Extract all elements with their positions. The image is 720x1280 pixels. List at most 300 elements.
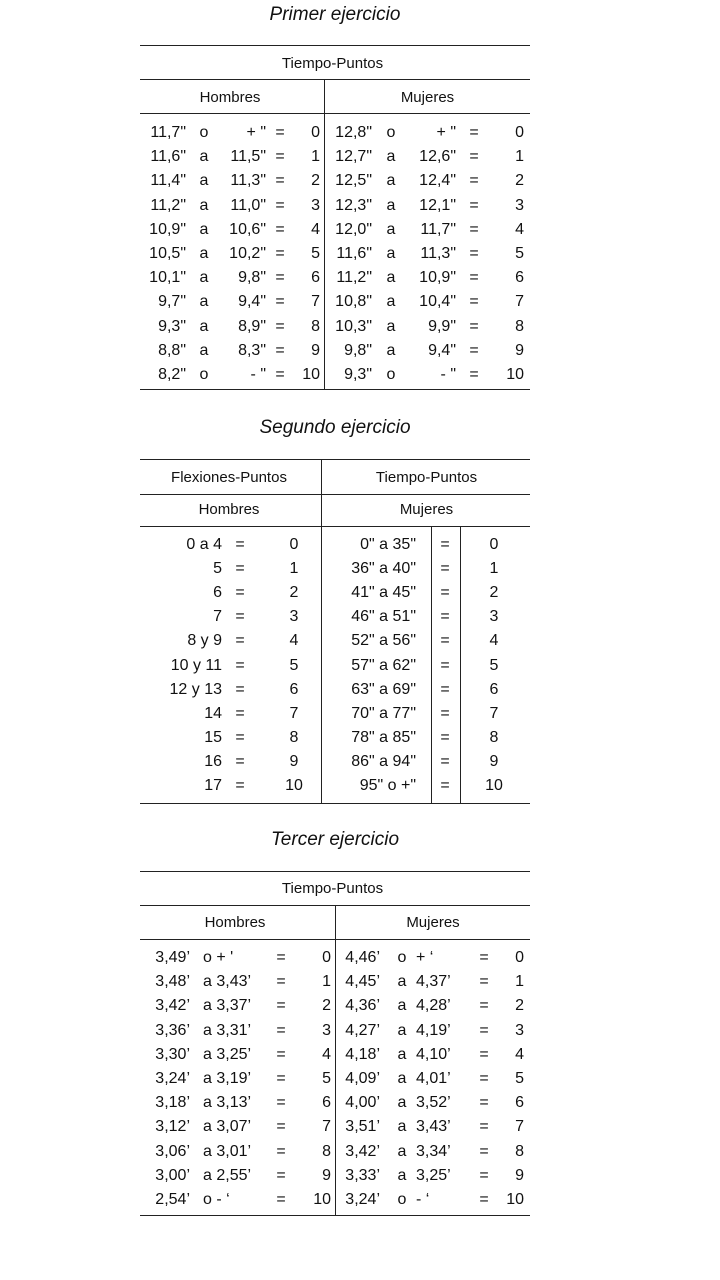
table-cell: =: [275, 220, 285, 238]
table-cell: 0: [322, 949, 331, 966]
table-cell: 2: [515, 997, 524, 1015]
table-cell: + ‘: [416, 949, 434, 966]
table-cell: =: [235, 632, 245, 650]
table-cell: 8,2": [158, 366, 186, 383]
table-cell: 70" a 77": [351, 704, 416, 722]
section2-title: Segundo ejercicio: [259, 417, 411, 438]
table-cell: 8,9": [238, 317, 266, 335]
column-divider: [431, 526, 432, 803]
table-cell: 2: [489, 584, 499, 602]
table-cell: 8: [289, 728, 299, 746]
table-cell: a: [386, 269, 396, 287]
table-cell: =: [276, 1166, 286, 1184]
table-cell: a: [397, 1045, 407, 1063]
table-cell: 11,7": [150, 124, 186, 141]
table-cell: 3,30’: [155, 1045, 190, 1063]
table-cell: 3: [311, 196, 320, 214]
table-cell: =: [469, 220, 479, 238]
group-header: Tiempo-Puntos: [281, 880, 384, 897]
table-cell: =: [276, 1021, 286, 1039]
table-cell: =: [275, 293, 285, 311]
table-cell: 3,36’: [155, 1021, 190, 1039]
table-cell: 2: [311, 172, 320, 190]
table-cell: 78" a 85": [351, 728, 416, 746]
table-cell: =: [275, 269, 285, 287]
table-cell: =: [235, 608, 245, 626]
table-cell: 8: [515, 317, 524, 335]
table-cell: o: [397, 1191, 407, 1208]
table-cell: =: [440, 584, 450, 602]
table-cell: =: [479, 1118, 489, 1136]
table-cell: =: [440, 728, 450, 746]
table-cell: 7: [311, 293, 320, 311]
table-cell: a: [199, 293, 209, 311]
table-cell: 9: [289, 752, 299, 770]
table-cell: 11,6": [150, 148, 186, 166]
table-cell: 9,4": [428, 341, 456, 359]
table-cell: 12,6": [419, 148, 456, 166]
table-cell: 1: [311, 148, 320, 166]
table-cell: =: [469, 245, 479, 262]
section2-table: [140, 459, 530, 809]
table-cell: 4,28’: [416, 997, 451, 1015]
section3-title: Tercer ejercicio: [270, 829, 400, 850]
table-cell: a 3,01’: [203, 1142, 252, 1160]
table-cell: =: [469, 124, 479, 141]
table-cell: 3,24’: [155, 1070, 190, 1087]
table-cell: =: [235, 680, 245, 698]
table-cell: o: [386, 124, 396, 141]
table-cell: =: [275, 148, 285, 166]
table-cell: =: [469, 196, 479, 214]
table-cell: 5: [311, 245, 320, 262]
table-cell: 5: [489, 656, 499, 674]
table-cell: =: [469, 293, 479, 311]
group-header: Tiempo-Puntos: [281, 55, 384, 72]
table-cell: =: [440, 632, 450, 650]
table-cell: 41" a 45": [351, 584, 416, 602]
table-cell: 6: [213, 584, 222, 602]
table-cell: a: [199, 196, 209, 214]
table-cell: a: [199, 245, 209, 262]
table-cell: 8: [515, 1142, 524, 1160]
table-cell: 11,7": [420, 220, 456, 238]
table-cell: =: [275, 245, 285, 262]
table-cell: 3,18’: [155, 1094, 190, 1112]
table-cell: 3,48’: [155, 973, 190, 991]
table-cell: =: [275, 341, 285, 359]
table-rule: [140, 494, 530, 495]
table-rule: [140, 45, 530, 46]
table-cell: 3,24’: [345, 1191, 380, 1208]
table-cell: 9,4": [238, 293, 266, 311]
table-cell: 9,7": [158, 293, 186, 311]
table-cell: =: [479, 1021, 489, 1039]
table-cell: - ": [250, 366, 266, 383]
table-rule: [140, 389, 530, 390]
table-cell: 3,42’: [345, 1142, 380, 1160]
table-cell: 7: [489, 704, 499, 722]
table-cell: =: [440, 560, 450, 578]
table-cell: =: [469, 172, 479, 190]
table-cell: =: [440, 608, 450, 626]
table-cell: a: [386, 148, 396, 166]
table-cell: 10,6": [229, 220, 266, 238]
table-cell: 3,25’: [416, 1166, 451, 1184]
table-cell: =: [440, 656, 450, 674]
table-cell: 1: [322, 973, 331, 991]
table-cell: 11,5": [230, 148, 266, 166]
table-cell: 3: [489, 608, 499, 626]
table-cell: =: [276, 1118, 286, 1136]
table-cell: 3,51’: [345, 1118, 380, 1136]
table-cell: =: [235, 777, 245, 794]
table-cell: 0 a 4: [186, 536, 222, 553]
table-cell: 12,0": [335, 220, 372, 238]
table-cell: 11,2": [336, 269, 372, 287]
table-cell: 8,8": [158, 341, 186, 359]
table-cell: 4,36’: [345, 997, 380, 1015]
table-cell: 10,5": [149, 245, 186, 262]
table-cell: a: [397, 1021, 407, 1039]
table-cell: a: [199, 220, 209, 238]
table-cell: a 3,31’: [203, 1021, 252, 1039]
table-cell: =: [276, 949, 286, 966]
table-cell: a: [199, 148, 209, 166]
table-cell: a: [397, 1094, 407, 1112]
table-cell: 2: [322, 997, 331, 1015]
table-cell: =: [440, 536, 450, 553]
table-cell: =: [276, 973, 286, 991]
table-cell: 8: [489, 728, 499, 746]
table-cell: 9: [311, 341, 320, 359]
table-cell: 0: [515, 949, 524, 966]
table-cell: 9,3": [158, 317, 186, 335]
table-cell: a 3,13’: [203, 1094, 252, 1112]
table-cell: a: [397, 1118, 407, 1136]
hombres-header: Hombres: [204, 914, 266, 931]
table-cell: 6: [311, 269, 320, 287]
table-cell: 95" o +": [359, 777, 416, 794]
table-cell: 4: [322, 1045, 331, 1063]
table-cell: 86" a 94": [351, 752, 416, 770]
table-cell: 2,54’: [155, 1191, 190, 1208]
table-cell: 4,00’: [345, 1094, 380, 1112]
table-cell: =: [469, 317, 479, 335]
table-cell: 9: [515, 1166, 524, 1184]
table-cell: =: [276, 1191, 286, 1208]
table-cell: 10,9": [149, 220, 186, 238]
table-cell: 4: [311, 220, 320, 238]
table-cell: a: [397, 1070, 407, 1087]
column-divider: [460, 526, 461, 803]
table-cell: 4: [515, 1045, 524, 1063]
table-cell: =: [275, 172, 285, 190]
table-cell: =: [235, 536, 245, 553]
table-cell: 9: [489, 752, 499, 770]
table-rule: [140, 1215, 530, 1216]
table-cell: 11,4": [150, 172, 186, 190]
column-divider: [335, 905, 336, 1215]
table-cell: 11,2": [150, 196, 186, 214]
hombres-header: Hombres: [199, 89, 261, 106]
mujeres-header: Mujeres: [399, 501, 454, 518]
table-cell: 4: [489, 632, 499, 650]
table-cell: 0: [515, 124, 524, 141]
table-cell: o - ‘: [203, 1191, 230, 1208]
right-group-header: Tiempo-Puntos: [375, 469, 478, 486]
table-cell: =: [440, 680, 450, 698]
table-cell: a 3,25’: [203, 1045, 252, 1063]
table-cell: 7: [515, 293, 524, 311]
table-cell: 10,3": [335, 317, 372, 335]
table-cell: 4,18’: [345, 1045, 380, 1063]
table-cell: 3,52’: [416, 1094, 451, 1112]
table-cell: =: [469, 366, 479, 383]
table-cell: a: [199, 269, 209, 287]
table-cell: 4,45’: [345, 973, 380, 991]
table-cell: 5: [515, 245, 524, 262]
table-cell: 7: [322, 1118, 331, 1136]
table-cell: =: [479, 1070, 489, 1087]
table-cell: 10,8": [335, 293, 372, 311]
table-cell: 16: [204, 752, 222, 770]
table-cell: 17: [204, 777, 222, 794]
table-cell: 10: [285, 777, 303, 794]
table-cell: 11,6": [336, 245, 372, 262]
table-cell: 3,06’: [155, 1142, 190, 1160]
table-cell: =: [276, 1142, 286, 1160]
table-cell: 10 y 11: [170, 656, 222, 674]
table-cell: =: [235, 560, 245, 578]
table-cell: 10: [506, 366, 524, 383]
table-cell: 10: [506, 1191, 524, 1208]
table-cell: a: [397, 1142, 407, 1160]
table-cell: 6: [515, 1094, 524, 1112]
table-cell: 11,3": [230, 172, 266, 190]
table-cell: 5: [322, 1070, 331, 1087]
table-cell: =: [440, 752, 450, 770]
table-cell: a: [199, 341, 209, 359]
table-cell: 4,46’: [345, 949, 380, 966]
table-cell: 4,19’: [416, 1021, 451, 1039]
table-cell: =: [276, 1070, 286, 1087]
left-group-header: Flexiones-Puntos: [171, 469, 287, 486]
table-cell: + ": [246, 124, 266, 141]
table-cell: a: [397, 1166, 407, 1184]
table-cell: a 3,37’: [203, 997, 252, 1015]
table-cell: 3,12’: [155, 1118, 190, 1136]
table-cell: 4,01’: [416, 1070, 451, 1087]
table-cell: a: [386, 172, 396, 190]
table-cell: o + ': [203, 949, 234, 966]
table-cell: 0: [489, 536, 499, 553]
table-cell: 12 y 13: [169, 680, 222, 698]
table-cell: =: [479, 973, 489, 991]
table-cell: =: [275, 366, 285, 383]
table-cell: 3,33’: [345, 1166, 380, 1184]
table-rule: [140, 113, 530, 114]
table-cell: 3: [289, 608, 299, 626]
table-cell: 4,37’: [416, 973, 451, 991]
table-cell: =: [235, 584, 245, 602]
table-cell: 9,8": [238, 269, 266, 287]
table-cell: 1: [515, 148, 524, 166]
table-cell: =: [479, 1191, 489, 1208]
table-cell: o: [397, 949, 407, 966]
table-cell: a: [386, 220, 396, 238]
table-cell: 3: [515, 1021, 524, 1039]
table-cell: 3: [322, 1021, 331, 1039]
table-cell: 1: [289, 560, 299, 578]
table-cell: 8: [322, 1142, 331, 1160]
table-cell: =: [479, 949, 489, 966]
table-cell: =: [275, 124, 285, 141]
table-cell: 12,3": [335, 196, 372, 214]
table-cell: o: [199, 124, 209, 141]
table-cell: a: [397, 997, 407, 1015]
table-cell: =: [440, 704, 450, 722]
table-rule: [140, 459, 530, 460]
table-cell: =: [275, 317, 285, 335]
table-cell: 63" a 69": [351, 680, 416, 698]
table-cell: 4,27’: [345, 1021, 380, 1039]
table-cell: 0: [311, 124, 320, 141]
table-cell: 9: [322, 1166, 331, 1184]
table-cell: 9,3": [344, 366, 372, 383]
table-cell: 4,10’: [416, 1045, 451, 1063]
table-cell: 2: [289, 584, 299, 602]
table-cell: 4,09’: [345, 1070, 380, 1087]
table-cell: 6: [289, 680, 299, 698]
table-cell: =: [479, 997, 489, 1015]
table-cell: =: [235, 704, 245, 722]
table-cell: 10,9": [419, 269, 456, 287]
table-cell: 4: [289, 632, 299, 650]
table-cell: a: [386, 341, 396, 359]
hombres-header: Hombres: [198, 501, 260, 518]
table-cell: 7: [289, 704, 299, 722]
table-cell: 0" a 35": [360, 536, 416, 553]
table-cell: a: [386, 245, 396, 262]
table-cell: =: [469, 269, 479, 287]
table-cell: 8 y 9: [187, 632, 222, 650]
table-cell: =: [479, 1094, 489, 1112]
table-cell: 6: [515, 269, 524, 287]
table-cell: a: [386, 293, 396, 311]
table-cell: 6: [322, 1094, 331, 1112]
table-cell: =: [479, 1045, 489, 1063]
table-cell: 2: [515, 172, 524, 190]
table-cell: =: [275, 196, 285, 214]
table-cell: 12,8": [335, 124, 372, 141]
table-cell: 7: [515, 1118, 524, 1136]
table-rule: [140, 79, 530, 80]
table-cell: 4: [515, 220, 524, 238]
table-cell: 15: [204, 728, 222, 746]
table-cell: 5: [289, 656, 299, 674]
table-cell: 3: [515, 196, 524, 214]
table-cell: 1: [489, 560, 499, 578]
table-cell: 11,0": [230, 196, 266, 214]
table-cell: =: [440, 777, 450, 794]
table-cell: 12,7": [335, 148, 372, 166]
table-cell: a: [397, 973, 407, 991]
table-rule: [140, 526, 530, 527]
table-cell: + ": [436, 124, 456, 141]
table-cell: 1: [515, 973, 524, 991]
section1-title: Primer ejercicio: [269, 4, 401, 25]
table-cell: 12,5": [335, 172, 372, 190]
mujeres-header: Mujeres: [406, 914, 460, 931]
table-cell: =: [235, 656, 245, 674]
mujeres-header: Mujeres: [400, 89, 455, 106]
table-cell: =: [276, 997, 286, 1015]
table-cell: =: [235, 728, 245, 746]
table-cell: 3,49’: [155, 949, 190, 966]
table-cell: 5: [515, 1070, 524, 1087]
table-cell: 9,8": [344, 341, 372, 359]
table-cell: 3,43’: [416, 1118, 451, 1136]
table-cell: =: [469, 341, 479, 359]
table-cell: 9,9": [428, 317, 456, 335]
table-cell: o: [199, 366, 209, 383]
table-cell: 11,3": [420, 245, 456, 262]
table-cell: =: [469, 148, 479, 166]
table-cell: =: [479, 1142, 489, 1160]
table-cell: =: [276, 1094, 286, 1112]
table-cell: 8,3": [238, 341, 266, 359]
table-cell: 10: [302, 366, 320, 383]
table-cell: 12,1": [419, 196, 456, 214]
section1-table: [140, 45, 530, 395]
column-divider: [321, 459, 322, 803]
table-cell: 52" a 56": [351, 632, 416, 650]
table-cell: a: [386, 317, 396, 335]
section3-table: [140, 871, 530, 1221]
table-cell: 10,1": [149, 269, 186, 287]
table-cell: =: [235, 752, 245, 770]
table-cell: 3,34’: [416, 1142, 451, 1160]
table-cell: 14: [204, 704, 222, 722]
table-cell: =: [276, 1045, 286, 1063]
table-cell: - ‘: [416, 1191, 430, 1208]
table-cell: 0: [289, 536, 299, 553]
table-cell: =: [479, 1166, 489, 1184]
table-cell: a 2,55’: [203, 1166, 252, 1184]
table-cell: 36" a 40": [351, 560, 416, 578]
table-cell: 10: [313, 1191, 331, 1208]
table-cell: a 3,07’: [203, 1118, 252, 1136]
table-cell: 10,2": [229, 245, 266, 262]
table-cell: 12,4": [419, 172, 456, 190]
table-cell: 57" a 62": [351, 656, 416, 674]
table-cell: 6: [489, 680, 499, 698]
table-cell: a 3,43’: [203, 973, 252, 991]
table-cell: 3,42’: [155, 997, 190, 1015]
table-cell: 3,00’: [155, 1166, 190, 1184]
table-cell: 5: [213, 560, 222, 578]
table-rule: [140, 803, 530, 804]
table-cell: 9: [515, 341, 524, 359]
table-cell: o: [386, 366, 396, 383]
table-cell: - ": [440, 366, 456, 383]
table-cell: 46" a 51": [351, 608, 416, 626]
table-cell: a: [199, 317, 209, 335]
table-cell: a: [386, 196, 396, 214]
table-cell: a: [199, 172, 209, 190]
column-divider: [324, 79, 325, 389]
